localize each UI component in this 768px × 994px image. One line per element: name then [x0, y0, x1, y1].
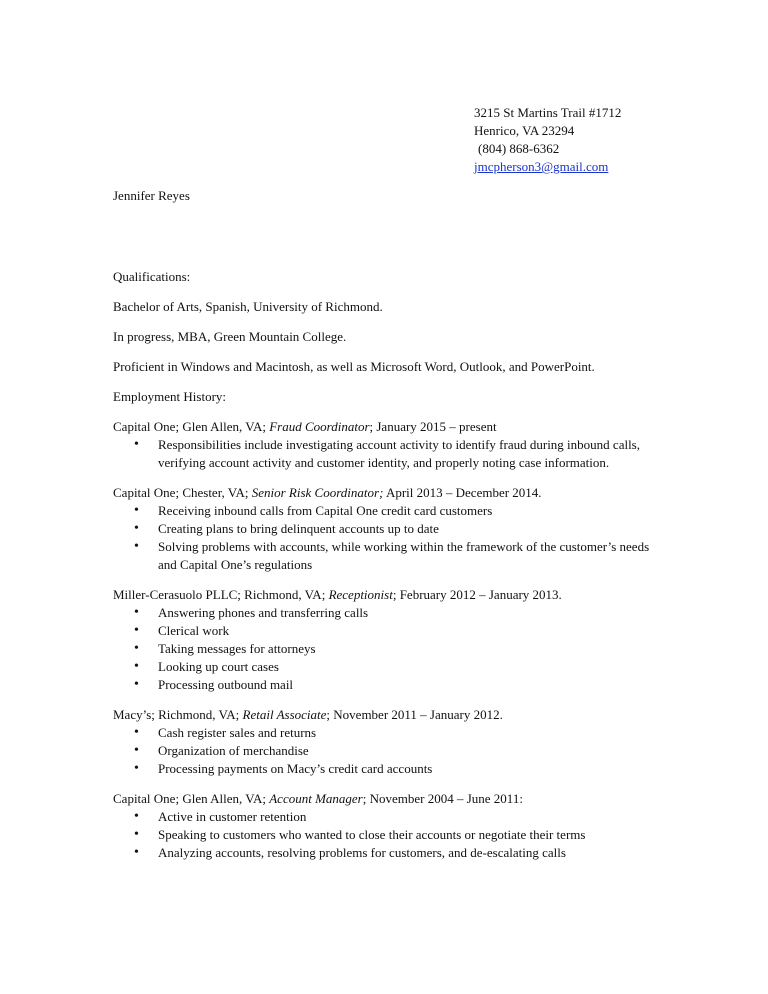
- job-dates: April 2013 – December 2014.: [383, 485, 542, 500]
- job-dates: ; November 2004 – June 2011:: [362, 791, 523, 806]
- job-header: [113, 706, 653, 724]
- job-dates: ; February 2012 – January 2013.: [392, 587, 562, 602]
- job-company: Capital One; Glen Allen, VA;: [113, 419, 270, 434]
- street-address: 3215 St Martins Trail #1712: [474, 105, 622, 120]
- qualification-item: Bachelor of Arts, Spanish, University of Richmond.: [113, 299, 383, 314]
- job-header: [113, 586, 653, 604]
- job-entry: [113, 586, 653, 694]
- duty-item: • Looking up court cases: [113, 658, 653, 676]
- job-title: Fraud Coordinator: [269, 419, 370, 434]
- phone-number: (804) 868-6362: [478, 141, 560, 156]
- contact-block: [474, 104, 621, 176]
- job-entry: [113, 706, 653, 778]
- duty-item: • Taking messages for attorneys: [113, 640, 653, 658]
- job-header: [113, 484, 653, 502]
- job-duties: [113, 604, 653, 694]
- job-dates: ; November 2011 – January 2012.: [326, 707, 503, 722]
- qualification-item: Proficient in Windows and Macintosh, as well as Microsoft Word, Outlook, and PowerPoint.: [113, 359, 595, 374]
- city-state-zip: Henrico, VA 23294: [474, 123, 575, 138]
- job-entry: [113, 790, 653, 862]
- employment-heading: Employment History:: [113, 389, 227, 404]
- qualification-item: In progress, MBA, Green Mountain College.: [113, 329, 347, 344]
- resume-body: [113, 268, 653, 874]
- job-title: Retail Associate: [242, 707, 327, 722]
- job-company: Macy’s; Richmond, VA;: [113, 707, 243, 722]
- job-duties: [113, 808, 653, 862]
- email-link[interactable]: jmcpherson3@gmail.com: [474, 159, 609, 174]
- job-company: Capital One; Glen Allen, VA;: [113, 791, 270, 806]
- duty-item: • Creating plans to bring delinquent accounts up to date: [113, 520, 653, 538]
- duty-item: • Receiving inbound calls from Capital One credit card customers: [113, 502, 653, 520]
- duty-item: • Cash register sales and returns: [113, 724, 653, 742]
- duty-item: • Speaking to customers who wanted to close their accounts or negotiate their terms: [113, 826, 653, 844]
- duty-item: • Organization of merchandise: [113, 742, 653, 760]
- job-header: [113, 790, 653, 808]
- applicant-name: Jennifer Reyes: [113, 188, 190, 203]
- job-title: Account Manager: [269, 791, 363, 806]
- duty-item: • Processing outbound mail: [113, 676, 653, 694]
- duty-item: • Processing payments on Macy’s credit card accounts: [113, 760, 653, 778]
- job-company: Miller-Cerasuolo PLLC; Richmond, VA;: [113, 587, 329, 602]
- job-entry: [113, 418, 653, 472]
- duty-item: • Active in customer retention: [113, 808, 653, 826]
- duty-item: • Clerical work: [113, 622, 653, 640]
- duty-item: • Analyzing accounts, resolving problems for customers, and de-escalating calls: [113, 844, 653, 862]
- job-title: Receptionist: [328, 587, 393, 602]
- duty-item: • Responsibilities include investigating account activity to identify fraud during inbound calls, verifying account activity and customer identity, and properly noting case information.: [113, 436, 653, 472]
- job-dates: ; January 2015 – present: [369, 419, 497, 434]
- job-duties: [113, 436, 653, 472]
- duty-item: • Solving problems with accounts, while working within the framework of the customer’s needs and Capital One’s regulations: [113, 538, 653, 574]
- job-entry: [113, 484, 653, 574]
- job-duties: [113, 502, 653, 574]
- job-duties: [113, 724, 653, 778]
- job-title: Senior Risk Coordinator;: [251, 485, 384, 500]
- qualifications-heading: Qualifications:: [113, 269, 191, 284]
- duty-item: • Answering phones and transferring calls: [113, 604, 653, 622]
- job-company: Capital One; Chester, VA;: [113, 485, 252, 500]
- job-header: [113, 418, 653, 436]
